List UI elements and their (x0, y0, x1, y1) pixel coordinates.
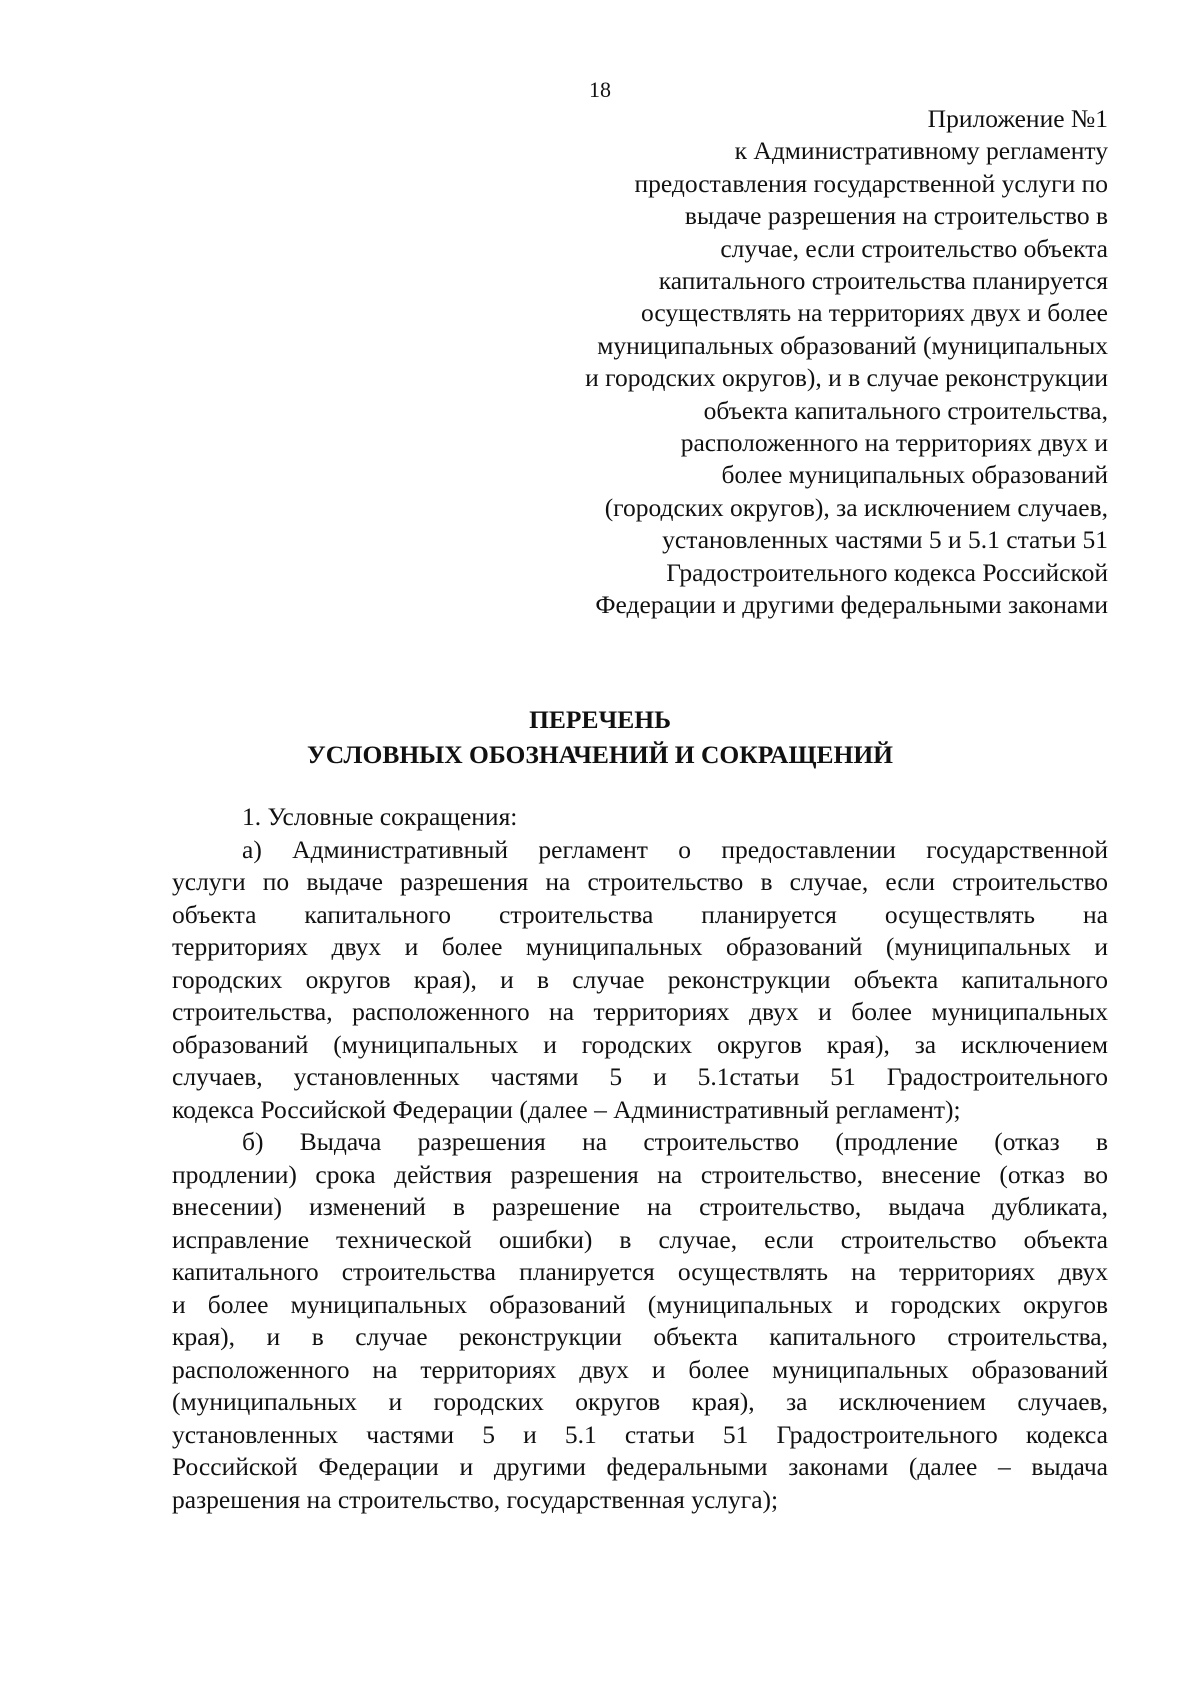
appendix-line: расположенного на территориях двух и (680, 428, 1108, 458)
document-heading (0, 702, 1200, 772)
paragraph-b-line: (муниципальных и городских округов края), за исключением случаев, (172, 1387, 1108, 1416)
appendix-line: муниципальных образований (муниципальных (597, 330, 1108, 360)
paragraph-b-line: и более муниципальных образований (муниципальных и городских округов (172, 1289, 1108, 1319)
appendix-line: установленных частями 5 и 5.1 статьи 51 (662, 525, 1108, 555)
appendix-line: более муниципальных образований (721, 460, 1108, 490)
paragraph-a-line: услуги по выдаче разрешения на строительство в случае, если строительство (172, 867, 1108, 896)
paragraph-b-line: установленных частями 5 и 5.1 статьи 51 Градостроительного кодекса (172, 1419, 1108, 1449)
section-title: 1. Условные сокращения: (242, 802, 518, 831)
appendix-line: к Административному регламенту (734, 136, 1108, 166)
appendix-line: случае, если строительство объекта (720, 233, 1108, 263)
paragraph-a-line: городских округов края), и в случае реконструкции объекта капитального (172, 964, 1108, 994)
paragraph-a-line: образований (муниципальных и городских округов края), за исключением (172, 1029, 1108, 1059)
page-number: 18 (589, 77, 611, 102)
heading-subtitle: УСЛОВНЫХ ОБОЗНАЧЕНИЙ И СОКРАЩЕНИЙ (307, 740, 893, 769)
appendix-line: Градостроительного кодекса Российской (666, 557, 1108, 587)
paragraph-b-line: расположенного на территориях двух и более муниципальных образований (172, 1354, 1108, 1384)
heading-title: ПЕРЕЧЕНЬ (529, 705, 671, 734)
paragraph-a-line: а) Административный регламент о предоставлении государственной (242, 834, 1108, 864)
paragraph-b-line: капитального строительства планируется осуществлять на территориях двух (172, 1257, 1108, 1286)
paragraph-b-line: Российской Федерации и другими федеральными законами (далее – выдача (172, 1452, 1108, 1481)
paragraph-a-line: строительства, расположенного на территориях двух и более муниципальных (172, 997, 1108, 1026)
appendix-line: капитального строительства планируется (658, 266, 1108, 296)
appendix-line: и городских округов), и в случае реконструкции (585, 363, 1108, 393)
paragraph-a-line: случаев, установленных частями 5 и 5.1статьи 51 Градостроительного (172, 1062, 1108, 1091)
paragraph-b-line: разрешения на строительство, государственная услуга); (172, 1484, 779, 1514)
appendix-line: Федерации и другими федеральными законами (595, 590, 1108, 620)
paragraph-b-line: продлении) срока действия разрешения на строительство, внесение (отказ во (172, 1159, 1108, 1189)
paragraph-a-line: кодекса Российской Федерации (далее – Административный регламент); (172, 1094, 961, 1124)
paragraph-b-line: внесении) изменений в разрешение на строительство, выдача дубликата, (172, 1192, 1108, 1221)
appendix-line: (городских округов), за исключением случаев, (604, 492, 1108, 522)
paragraph-a-line: территориях двух и более муниципальных образований (муниципальных и (172, 932, 1108, 961)
appendix-line: выдаче разрешения на строительство в (684, 201, 1108, 231)
paragraph-b-line: б) Выдача разрешения на строительство (продление (отказ в (242, 1127, 1108, 1156)
appendix-line: Приложение №1 (927, 104, 1108, 133)
appendix-line: предоставления государственной услуги по (634, 168, 1108, 198)
paragraph-a-line: объекта капитального строительства планируется осуществлять на (172, 899, 1108, 929)
appendix-line: объекта капитального строительства, (703, 395, 1108, 425)
paragraph-b-line: исправление технической ошибки) в случае, если строительство объекта (172, 1224, 1108, 1254)
appendix-line: осуществлять на территориях двух и более (640, 298, 1108, 328)
paragraph-b-line: края), и в случае реконструкции объекта капитального строительства, (172, 1322, 1108, 1351)
document-body (172, 801, 1108, 1516)
appendix-block (468, 103, 1108, 622)
